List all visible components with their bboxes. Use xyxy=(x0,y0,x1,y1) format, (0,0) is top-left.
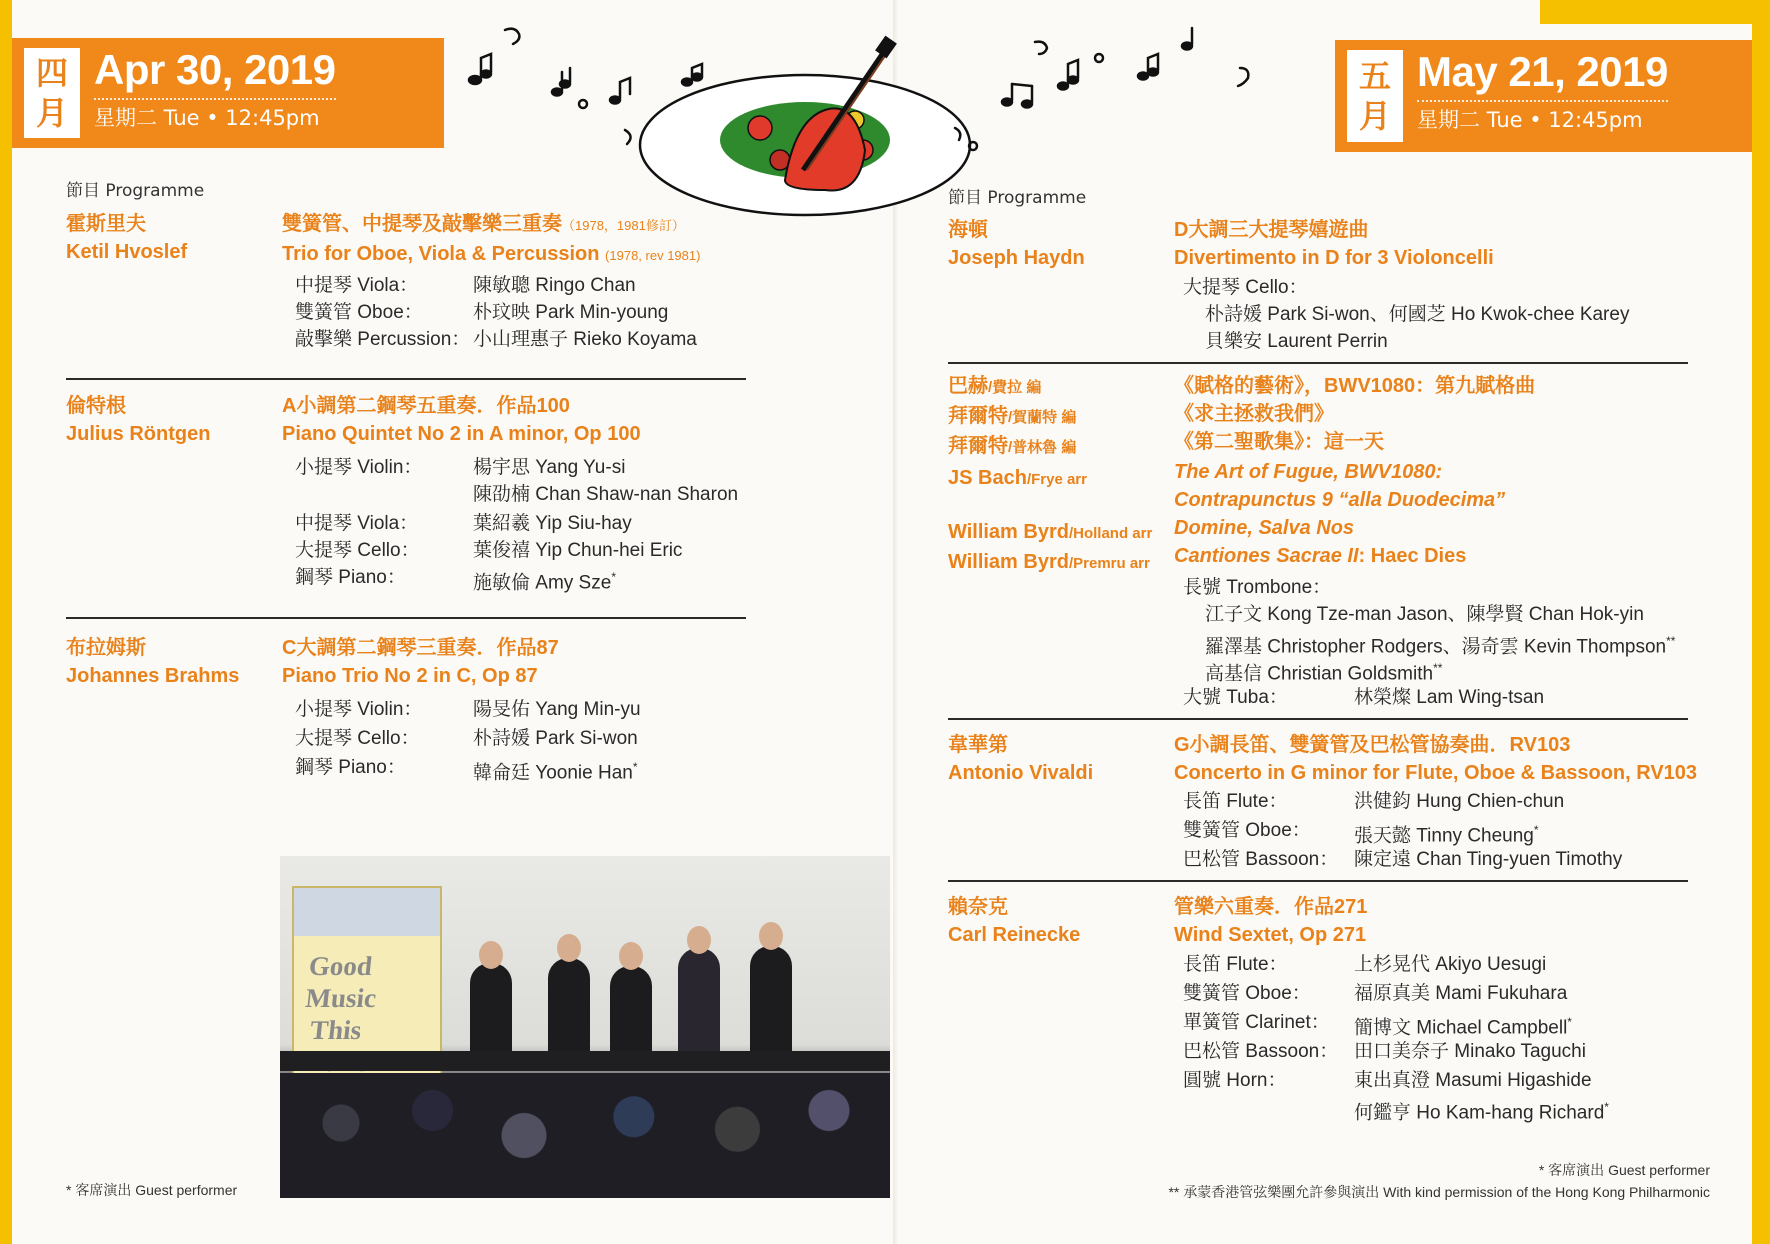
performer-figure xyxy=(678,948,720,1058)
performer-name: 張天懿 Tinny Cheung xyxy=(1354,825,1534,847)
page-edge-strip-top xyxy=(1540,0,1770,24)
performer-name: 陳劭楠 Chan Shaw-nan Sharon xyxy=(473,484,739,505)
performer-head xyxy=(759,922,783,950)
concert-day-time: 星期二 Tue • 12:45pm xyxy=(94,106,320,130)
composer-name-zh: 巴赫 xyxy=(948,375,988,397)
guest-marker: ** xyxy=(1666,634,1676,648)
instrument-label: 小提琴 Violin： xyxy=(295,699,423,720)
instrument-label: 大號 Tuba： xyxy=(1183,687,1288,708)
performer-name: 福原真美 Mami Fukuhara xyxy=(1354,983,1568,1004)
performer-name: 葉紹羲 Yip Siu-hay xyxy=(473,513,632,534)
date-header-apr xyxy=(12,38,444,148)
performers-vivaldi xyxy=(1183,788,1723,875)
music-note-icon xyxy=(1058,60,1078,90)
programme-label: 節目 Programme xyxy=(948,188,1087,208)
work-haydn xyxy=(1174,216,1494,272)
audience xyxy=(280,1073,890,1198)
composer-reinecke xyxy=(948,893,1080,949)
work-title-en: Contrapunctus 9 “alla Duodecima” xyxy=(1174,489,1506,511)
section-divider xyxy=(948,880,1688,882)
month-char-bottom: 月 xyxy=(1358,97,1391,135)
performers-bach-byrd xyxy=(1183,574,1743,711)
work-title-zh: 雙簧管、中提琴及敲擊樂三重奏 xyxy=(282,213,562,235)
composer-name-en: William Byrd xyxy=(948,551,1069,573)
music-note-icon xyxy=(469,54,491,84)
work-title-en: Piano Trio No 2 in C, Op 87 xyxy=(282,665,538,687)
work-title-zh: D大調三大提琴嬉遊曲 xyxy=(1174,219,1369,241)
guest-marker: * xyxy=(1567,1015,1572,1029)
month-box xyxy=(1347,50,1403,142)
music-note-icon xyxy=(610,78,630,104)
instrument-label: 大提琴 Cello： xyxy=(295,728,420,749)
performer-figure xyxy=(610,966,652,1058)
performer-row xyxy=(1183,817,1723,846)
composer-name-en: Johannes Brahms xyxy=(66,665,240,687)
section-divider xyxy=(66,378,746,380)
composer-hvoslef xyxy=(66,210,187,266)
performer-row xyxy=(1183,951,1723,980)
work-title-en: Domine, Salva Nos xyxy=(1174,517,1355,539)
performer-row xyxy=(295,564,815,594)
guest-marker: * xyxy=(632,760,638,774)
performer-row xyxy=(295,510,815,537)
composer-rontgen xyxy=(66,392,210,448)
performer-name: 朴詩媛 Park Si-won xyxy=(473,728,638,749)
guest-marker: * xyxy=(611,570,616,584)
plate xyxy=(640,36,970,215)
work-brahms xyxy=(282,634,559,690)
date-divider xyxy=(1417,100,1668,102)
composer-name-en: Joseph Haydn xyxy=(948,247,1085,269)
performer-row xyxy=(1183,846,1723,875)
performer-name: 陳敏聰 Ringo Chan xyxy=(473,275,636,296)
performer-row xyxy=(1183,274,1723,301)
instrument-label: 巴松管 Bassoon： xyxy=(1183,849,1339,870)
work-title-zh: 管樂六重奏．作品271 xyxy=(1174,896,1368,918)
work-rontgen xyxy=(282,392,641,448)
performer-row xyxy=(295,696,795,725)
performer-row xyxy=(295,299,795,326)
performers-rontgen xyxy=(295,454,815,594)
instrument-label: 雙簧管 Oboe： xyxy=(1183,820,1311,841)
performer-name: 東出真澄 Masumi Higashide xyxy=(1354,1070,1592,1091)
date-header-may xyxy=(1335,40,1752,152)
banner-line: This xyxy=(308,1015,363,1045)
composer-name-en: JS Bach xyxy=(948,467,1027,489)
performer-name: 貝樂安 Laurent Perrin xyxy=(1205,331,1388,352)
performer-name: 田口美奈子 Minako Taguchi xyxy=(1354,1041,1586,1062)
instrument-label: 單簧管 Clarinet： xyxy=(1183,1012,1330,1033)
work-bach-byrd xyxy=(1174,372,1535,570)
composer-name-zh: 賴奈克 xyxy=(948,896,1008,918)
date-divider xyxy=(94,98,336,100)
music-note-icon xyxy=(1182,28,1192,50)
music-note-icon xyxy=(505,29,519,44)
performer-head xyxy=(619,942,643,970)
guest-marker: * xyxy=(1533,823,1539,837)
performer-name: 羅澤基 Christopher Rodgers、湯奇雲 Kevin Thompson xyxy=(1205,636,1667,658)
performer-row xyxy=(1183,655,1743,685)
instrument-label: 鋼琴 Piano： xyxy=(295,757,406,778)
arranger-en: /Frye arr xyxy=(1026,471,1087,488)
work-title-en: Divertimento in D for 3 Violoncelli xyxy=(1174,247,1494,269)
work-title-en: The Art of Fugue xyxy=(1174,461,1334,483)
performer-name: 朴玟映 Park Min-young xyxy=(473,302,669,323)
instrument-label: 雙簧管 Oboe： xyxy=(295,302,423,323)
performer-figure xyxy=(548,958,590,1058)
month-char-bottom: 月 xyxy=(35,94,68,132)
instrument-label: 巴松管 Bassoon： xyxy=(1183,1041,1339,1062)
page-edge-strip xyxy=(1752,0,1770,1244)
composer-name-en: Antonio Vivaldi xyxy=(948,762,1094,784)
month-char-top: 四 xyxy=(35,54,68,92)
composer-name-zh: 拜爾特 xyxy=(948,405,1008,427)
performer-row xyxy=(295,537,815,564)
arranger-zh: /費拉 編 xyxy=(988,379,1042,396)
composer-name-zh: 拜爾特 xyxy=(948,435,1008,457)
arranger-en: /Holland arr xyxy=(1068,525,1153,542)
stage xyxy=(280,1051,890,1071)
instrument-label: 中提琴 Viola： xyxy=(295,275,419,296)
music-note-icon xyxy=(1002,84,1032,108)
instrument-label: 鋼琴 Piano： xyxy=(295,567,406,588)
violin-salad-plate-icon xyxy=(455,20,1275,220)
performers-reinecke xyxy=(1183,951,1723,1124)
performer-name: 簡博文 Michael Campbell xyxy=(1354,1017,1568,1039)
performer-row xyxy=(1183,301,1723,328)
performer-row xyxy=(295,754,795,783)
performer-row xyxy=(295,326,795,353)
performer-row xyxy=(295,454,815,481)
work-title-en: Wind Sextet, Op 271 xyxy=(1174,924,1367,946)
performer-row xyxy=(295,481,815,508)
performers-hvoslef xyxy=(295,272,795,353)
arranger-zh: /普林魯 編 xyxy=(1008,439,1077,456)
banner-logo-area xyxy=(294,888,440,936)
performer-row xyxy=(1183,788,1723,817)
work-note-en: (1978, rev 1981) xyxy=(605,248,701,263)
performer-row xyxy=(1183,601,1743,628)
concert-photo xyxy=(280,856,890,1198)
instrument-label: 雙簧管 Oboe： xyxy=(1183,983,1311,1004)
guest-marker: * xyxy=(1604,1100,1609,1114)
performer-row xyxy=(295,725,795,754)
instrument-label: 敲擊樂 Percussion： xyxy=(295,329,471,350)
performer-name: 葉俊禧 Yip Chun-hei Eric xyxy=(473,540,683,561)
performer-name: 朴詩媛 Park Si-won、何國芝 Ho Kwok-chee Karey xyxy=(1205,304,1630,325)
composer-haydn xyxy=(948,216,1085,272)
performer-figure xyxy=(470,963,512,1058)
performer-name: 高基信 Christian Goldsmith xyxy=(1205,663,1434,685)
work-note-zh: （1978，1981修訂） xyxy=(562,218,685,233)
performer-name: 林榮燦 Lam Wing-tsan xyxy=(1354,687,1545,708)
performer-name: 洪健鈞 Hung Chien-chun xyxy=(1354,791,1565,812)
performer-head xyxy=(557,934,581,962)
concert-date: Apr 30, 2019 xyxy=(94,46,336,93)
performer-name: 陳定遠 Chan Ting-yuen Timothy xyxy=(1354,849,1623,870)
performer-row xyxy=(1183,684,1743,711)
work-title-zh: 《賦格的藝術》，BWV1080：第九賦格曲 xyxy=(1174,375,1536,397)
performer-row xyxy=(1183,1094,1723,1124)
performer-head xyxy=(687,926,711,954)
composer-name-en: Carl Reinecke xyxy=(948,924,1081,946)
work-title-en: Concerto in G minor for Flute, Oboe & Bassoon, RV103 xyxy=(1174,762,1698,784)
performer-name: 韓侖廷 Yoonie Han xyxy=(473,762,633,784)
composer-name-zh: 布拉姆斯 xyxy=(66,637,146,659)
concert-date: May 21, 2019 xyxy=(1417,48,1668,95)
work-title-en: Piano Quintet No 2 in A minor, Op 100 xyxy=(282,423,641,445)
work-reinecke xyxy=(1174,893,1367,949)
performer-row xyxy=(1183,628,1743,658)
composer-bach-byrd xyxy=(948,372,1152,578)
composer-name-zh: 海頓 xyxy=(948,219,988,241)
month-char-top: 五 xyxy=(1358,57,1391,95)
music-note-icon xyxy=(579,100,587,108)
instrument-label: 大提琴 Cello： xyxy=(295,540,420,561)
programme-label: 節目 Programme xyxy=(66,181,205,201)
performers-haydn xyxy=(1183,274,1723,355)
performer-row xyxy=(1183,328,1723,355)
instrument-label: 大提琴 Cello： xyxy=(1183,277,1308,298)
guest-footnote: * 客席演出 Guest performer xyxy=(1538,1162,1710,1178)
performer-name: 施敏倫 Amy Sze xyxy=(473,572,612,594)
music-note-icon xyxy=(1138,54,1158,80)
performer-row xyxy=(1183,574,1743,601)
music-note-icon xyxy=(1095,54,1103,62)
instrument-label: 小提琴 Violin： xyxy=(295,457,423,478)
composer-vivaldi xyxy=(948,731,1093,787)
work-title-en: Cantiones Sacrae II xyxy=(1174,545,1359,567)
instrument-label: 長笛 Flute： xyxy=(1183,791,1288,812)
instrument-label: 中提琴 Viola： xyxy=(295,513,419,534)
performer-row xyxy=(1183,980,1723,1009)
music-note-icon xyxy=(1035,42,1047,54)
instrument-label: 長號 Trombone： xyxy=(1183,577,1332,598)
music-note-icon xyxy=(625,130,631,144)
music-note-icon xyxy=(552,68,570,96)
performer-row xyxy=(295,272,795,299)
performers-brahms xyxy=(295,696,795,783)
performer-row xyxy=(1183,1038,1723,1067)
page-edge-strip xyxy=(0,0,12,1244)
composer-name-en: Julius Röntgen xyxy=(66,423,211,445)
performer-name: 江子文 Kong Tze-man Jason、陳學賢 Chan Hok-yin xyxy=(1205,604,1644,625)
composer-name-en: William Byrd xyxy=(948,521,1069,543)
concert-day-time: 星期二 Tue • 12:45pm xyxy=(1417,108,1643,132)
work-title-zh: A小調第二鋼琴五重奏．作品100 xyxy=(282,395,570,417)
work-title-zh: G小調長笛、雙簧管及巴松管協奏曲．RV103 xyxy=(1174,734,1571,756)
composer-brahms xyxy=(66,634,239,690)
music-note-icon xyxy=(682,64,702,86)
banner-line: Good Music xyxy=(304,951,378,1013)
performer-row xyxy=(1183,1009,1723,1038)
composer-name-zh: 霍斯里夫 xyxy=(66,213,146,235)
guest-marker: ** xyxy=(1433,661,1443,675)
composer-name-zh: 韋華第 xyxy=(948,734,1008,756)
arranger-en: /Premru arr xyxy=(1068,555,1150,572)
section-divider xyxy=(948,362,1688,364)
composer-name-en: Ketil Hvoslef xyxy=(66,241,188,263)
music-notes-right xyxy=(955,28,1248,150)
performer-head xyxy=(479,941,503,969)
performer-row xyxy=(1183,1067,1723,1094)
month-box xyxy=(24,48,80,138)
guest-footnote: * 客席演出 Guest performer xyxy=(66,1182,238,1198)
work-title-en: : Haec Dies xyxy=(1358,545,1467,567)
performer-figure xyxy=(750,946,792,1058)
section-divider xyxy=(948,718,1688,720)
work-title-zh: 《第二聖歌集》：這一天 xyxy=(1174,431,1384,453)
performer-name: 何鑑亨 Ho Kam-hang Richard xyxy=(1354,1102,1605,1124)
performer-name: 小山理惠子 Rieko Koyama xyxy=(473,329,697,350)
performer-name: 陽旻佑 Yang Min-yu xyxy=(473,699,641,720)
composer-name-zh: 倫特根 xyxy=(66,395,126,417)
work-title-zh: C大調第二鋼琴三重奏．作品87 xyxy=(282,637,559,659)
instrument-label: 長笛 Flute： xyxy=(1183,954,1288,975)
philharmonic-footnote: ** 承蒙香港管弦樂團允許參與演出 With kind permission of the Hong Kong Philharmonic xyxy=(1168,1184,1710,1200)
work-vivaldi xyxy=(1174,731,1697,787)
performer-name: 楊宇思 Yang Yu-si xyxy=(473,457,626,478)
work-title-zh: 《求主拯救我們》 xyxy=(1174,403,1334,425)
music-note-icon xyxy=(1238,68,1248,86)
arranger-zh: /賀蘭特 編 xyxy=(1008,409,1077,426)
instrument-label: 圓號 Horn： xyxy=(1183,1070,1287,1091)
work-title-en: , BWV1080: xyxy=(1333,461,1443,483)
section-divider xyxy=(66,617,746,619)
performer-name: 上杉晃代 Akiyo Uesugi xyxy=(1354,954,1547,975)
work-title-en: Trio for Oboe, Viola & Percussion xyxy=(282,243,600,265)
